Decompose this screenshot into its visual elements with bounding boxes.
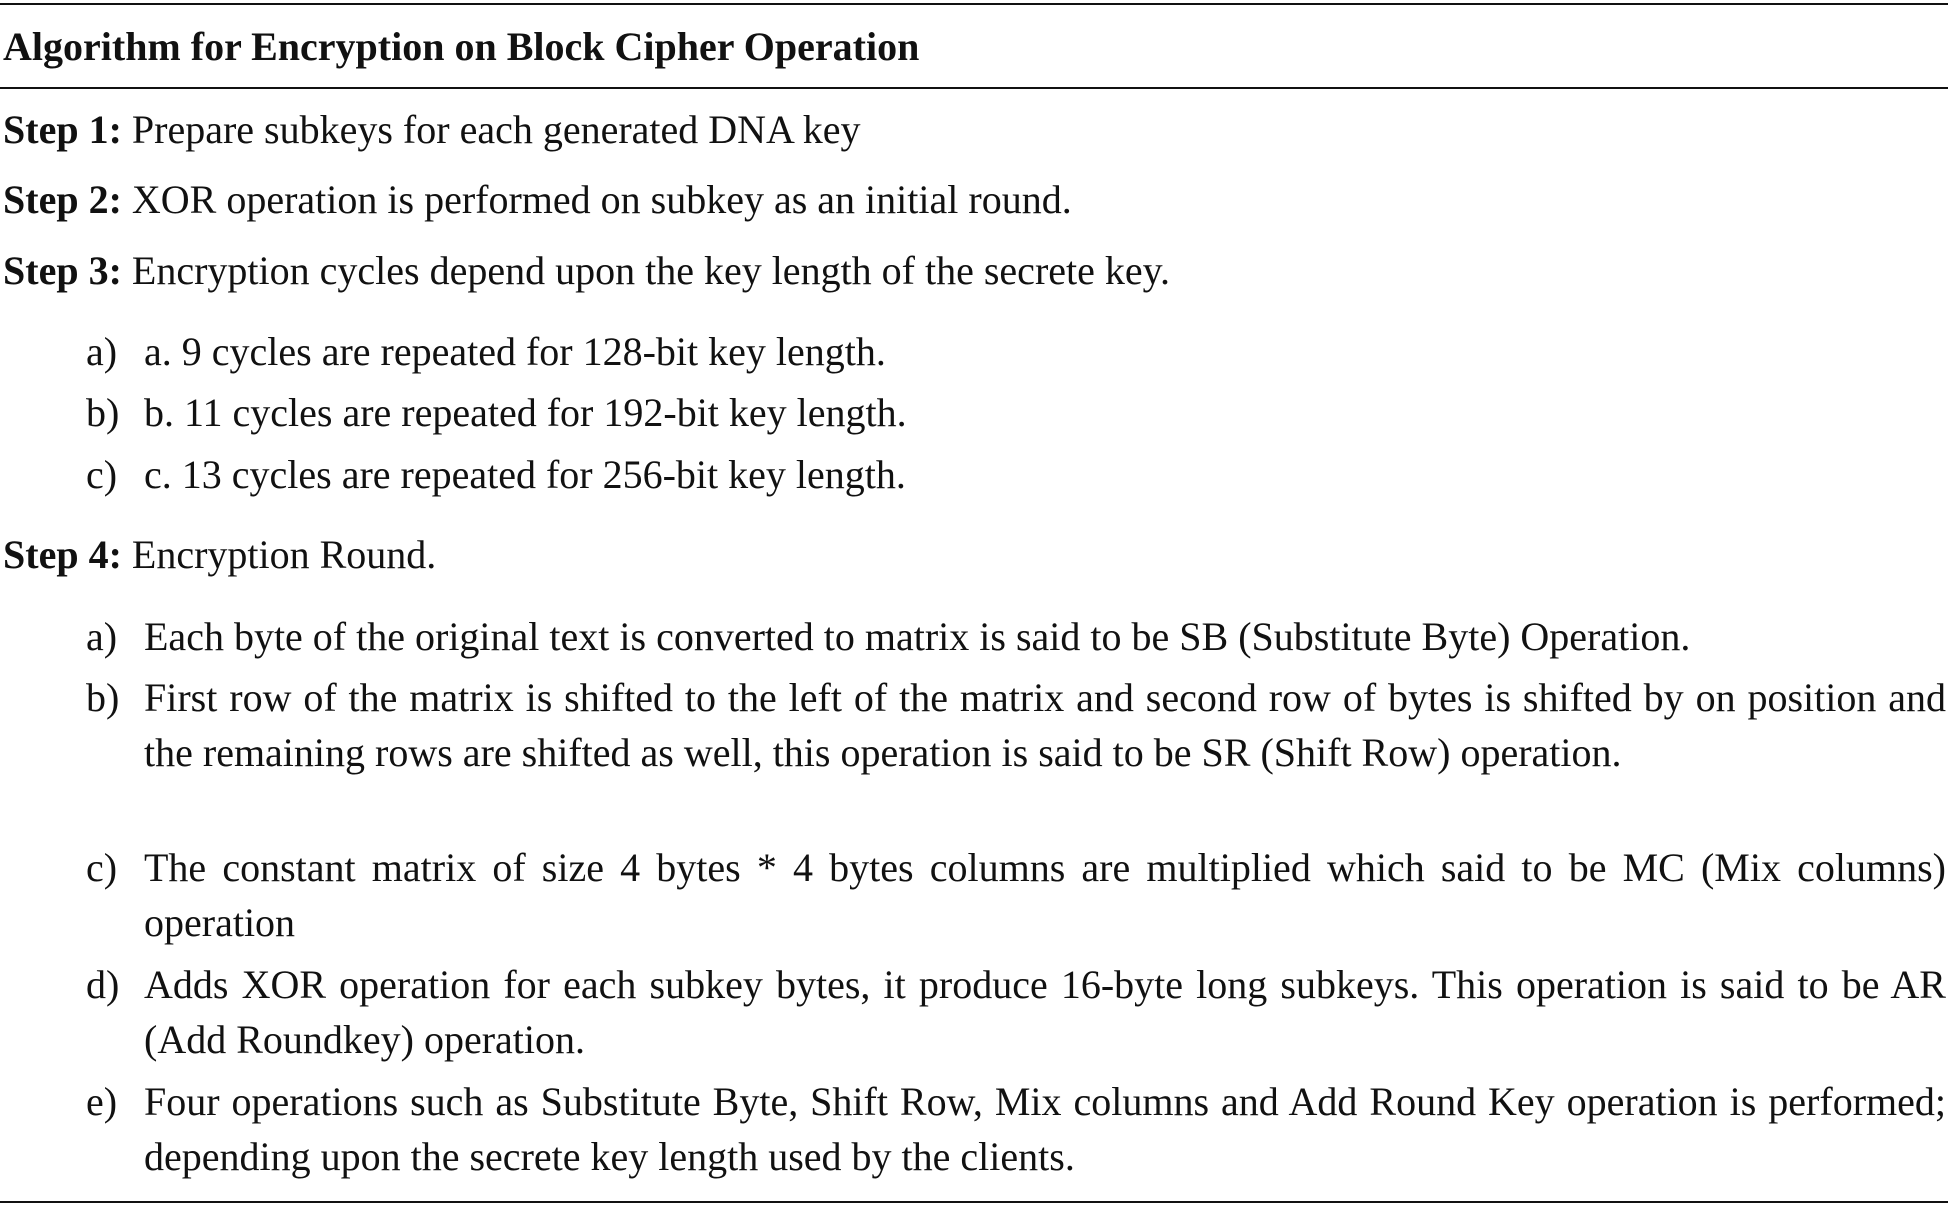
- item-text: c. 13 cycles are repeated for 256-bit key length.: [144, 452, 906, 497]
- step-label: Step 2:: [3, 177, 122, 222]
- item-marker: e): [86, 1079, 118, 1124]
- list-item: [86, 957, 1946, 1067]
- header-rule: [0, 87, 1948, 89]
- top-rule: [0, 3, 1948, 5]
- item-text: b. 11 cycles are repeated for 192-bit key length.: [144, 390, 907, 435]
- item-text: Each byte of the original text is converted to matrix is said to be SB (Substitute Byte) Operation.: [144, 614, 1691, 659]
- step-1: [3, 107, 860, 153]
- item-marker: d): [86, 962, 120, 1007]
- item-marker: c): [86, 845, 118, 890]
- item-text: Four operations such as Substitute Byte, Shift Row, Mix columns and Add Round Key operation is performed; depending upon the secrete key length used by the clients.: [144, 1079, 1946, 1179]
- step-label: Step 4:: [3, 532, 122, 577]
- list-item: [86, 385, 1946, 440]
- list-item: [86, 324, 1946, 379]
- list-item: [86, 609, 1946, 664]
- item-text: Adds XOR operation for each subkey bytes, it produce 16-byte long subkeys. This operation is said to be AR (Add Roundkey) operation.: [144, 962, 1946, 1062]
- list-item: [86, 670, 1946, 835]
- item-marker: b): [86, 675, 120, 720]
- bottom-rule: [0, 1201, 1948, 1203]
- step-text: Encryption Round.: [131, 532, 437, 577]
- list-item: [86, 840, 1946, 950]
- item-marker: a): [86, 329, 118, 374]
- step-text: XOR operation is performed on subkey as an initial round.: [131, 177, 1072, 222]
- step-label: Step 3:: [3, 248, 122, 293]
- step-2: [3, 177, 1072, 223]
- algorithm-title: Algorithm for Encryption on Block Cipher Operation: [3, 24, 920, 69]
- item-marker: c): [86, 452, 118, 497]
- list-item: [86, 1074, 1946, 1184]
- item-marker: b): [86, 390, 120, 435]
- list-item: [86, 447, 1946, 502]
- step-label: Step 1:: [3, 107, 122, 152]
- item-marker: a): [86, 614, 118, 659]
- step-text: Encryption cycles depend upon the key length of the secrete key.: [131, 248, 1171, 293]
- step-text: Prepare subkeys for each generated DNA key: [131, 107, 861, 152]
- item-text: The constant matrix of size 4 bytes * 4 bytes columns are multiplied which said to be MC (Mix columns) operation: [144, 845, 1946, 945]
- item-text: a. 9 cycles are repeated for 128-bit key length.: [144, 329, 886, 374]
- item-text: First row of the matrix is shifted to the left of the matrix and second row of bytes is shifted by on position and the remaining rows are shifted as well, this operation is said to be SR (Shift Row) operation.: [144, 675, 1946, 775]
- step-3: [3, 248, 1170, 294]
- step-4: [3, 532, 436, 578]
